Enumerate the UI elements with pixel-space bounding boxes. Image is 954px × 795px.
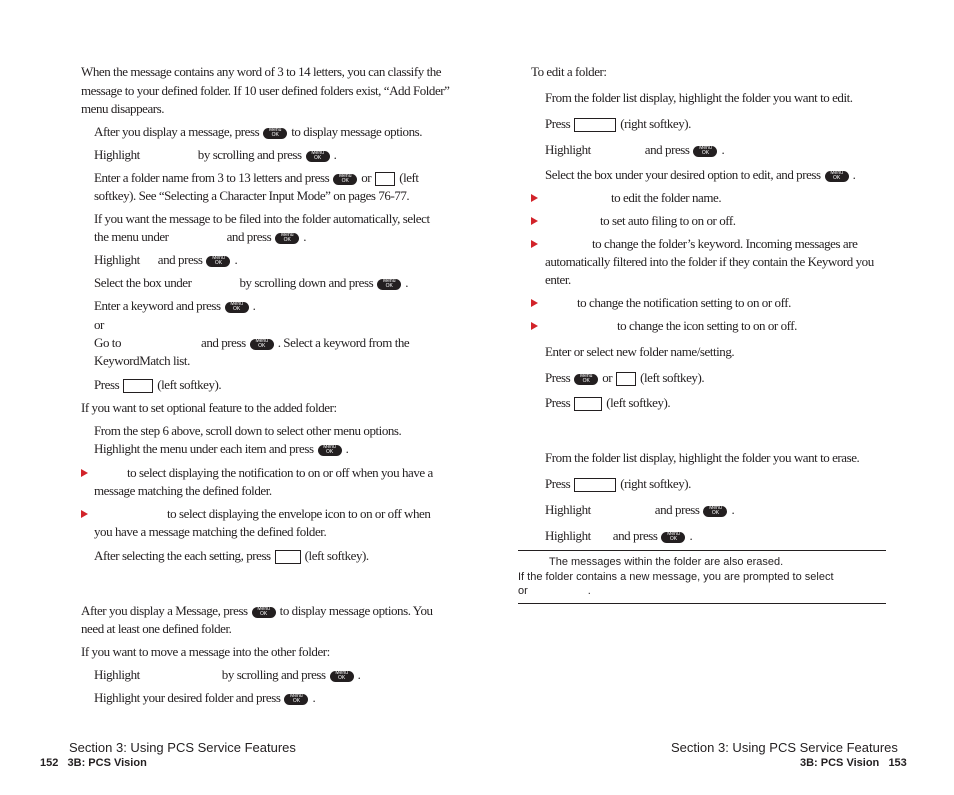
menu-ok-key-icon: Menu OK (206, 256, 230, 267)
note-line-2: If the folder contains a new message, you are prompted to select (518, 571, 834, 583)
menu-ok-key-icon: Menu OK (318, 445, 342, 456)
menu-ok-key-icon: Menu OK (377, 279, 401, 290)
keywordmatch-list: KeywordMatch list. (94, 353, 190, 368)
bullet-icon-line2: you have a message matching the defined folder. (94, 524, 327, 539)
softkey-box (574, 397, 602, 411)
bullet-triangle-icon (81, 510, 88, 518)
to-edit-heading: To edit a folder: (531, 64, 607, 79)
step-highlight-desired-folder: Highlight your desired folder and press Menu OK . (94, 690, 316, 705)
or-line: or (94, 317, 104, 332)
highlight-menu-each: Highlight the menu under each item and press Menu OK . (94, 441, 349, 456)
intro-line-2: message to your defined folder. If 10 user defined folders exist, “Add Folder” (81, 83, 450, 98)
step-display-message: After you display a message, press Menu OK to display message options. (94, 124, 423, 139)
move-intro-line1: After you display a Message, press Menu OK to display message options. You (81, 603, 433, 618)
menu-ok-key-icon: Menu OK (252, 607, 276, 618)
menu-ok-key-icon: Menu OK (250, 339, 274, 350)
softkey-box (616, 372, 636, 386)
softkey-box (574, 118, 616, 132)
step-highlight-on: Highlight and press Menu OK . (94, 252, 238, 267)
step-select-box-under: Select the box under by scrolling down and press Menu OK . (94, 275, 409, 290)
bullet-triangle-icon (531, 194, 538, 202)
menu-ok-key-icon: Menu OK (284, 694, 308, 705)
step-auto-file-line2: the menu under and press Menu OK . (94, 229, 307, 244)
softkey-box (275, 550, 301, 564)
footer-page-right: 3B: PCS Vision 153 (800, 757, 907, 769)
bullet-notification-line1: to select displaying the notification to on or off when you have a (127, 465, 433, 480)
menu-ok-key-icon: Menu OK (825, 171, 849, 182)
menu-ok-key-icon: Menu OK (661, 532, 685, 543)
menu-ok-key-icon: Menu OK (574, 374, 598, 385)
menu-ok-key-icon: Menu OK (225, 302, 249, 313)
step-highlight-add-folder: Highlight by scrolling and press Menu OK . (94, 147, 337, 162)
softkey-box (574, 478, 616, 492)
press-right-softkey: Press (right softkey). (545, 116, 691, 131)
bullet-notification-line2: message matching the defined folder. (94, 483, 272, 498)
press-right-softkey-erase: Press (right softkey). (545, 476, 691, 491)
footer-section-right: Section 3: Using PCS Service Features (671, 740, 898, 755)
optional-feature-heading: If you want to set optional feature to the added folder: (81, 400, 337, 415)
menu-ok-key-icon: Menu OK (333, 174, 357, 185)
bullet-triangle-icon (531, 299, 538, 307)
move-want: If you want to move a message into the other folder: (81, 644, 330, 659)
bullet-keyword-line3: enter. (545, 272, 571, 287)
step-enter-folder-name-line2: softkey). See “Selecting a Character Input Mode” on pages 76-77. (94, 188, 410, 203)
bullet-triangle-icon (531, 217, 538, 225)
from-step6: From the step 6 above, scroll down to select other menu options. (94, 423, 402, 438)
menu-ok-key-icon: Menu OK (693, 146, 717, 157)
bullet-folder-name: to edit the folder name. (611, 190, 722, 205)
bullet-keyword-line1: to change the folder’s keyword. Incoming messages are (592, 236, 858, 251)
footer-page-left: 152 3B: PCS Vision (40, 757, 147, 769)
press-left-softkey-right: Press (left softkey). (545, 395, 671, 410)
from-list-erase: From the folder list display, highlight the folder you want to erase. (545, 450, 860, 465)
move-intro-line2: need at least one defined folder. (81, 621, 232, 636)
intro-line-1: When the message contains any word of 3 to 14 letters, you can classify the (81, 64, 442, 79)
bullet-icon-line1: to select displaying the envelope icon to on or off when (167, 506, 431, 521)
softkey-box (375, 172, 395, 186)
bullet-notification: to change the notification setting to on or off. (577, 295, 791, 310)
menu-ok-key-icon: Menu OK (263, 128, 287, 139)
from-list-edit: From the folder list display, highlight the folder you want to edit. (545, 90, 853, 105)
step-auto-file-line1: If you want the message to be filed into the folder automatically, select (94, 211, 430, 226)
softkey-box (123, 379, 153, 393)
bullet-triangle-icon (531, 322, 538, 330)
menu-ok-key-icon: Menu OK (703, 506, 727, 517)
step-enter-folder-name: Enter a folder name from 3 to 13 letters and press Menu OK or (left (94, 170, 419, 185)
bullet-icon-setting: to change the icon setting to on or off. (617, 318, 797, 333)
step-enter-keyword: Enter a keyword and press Menu OK . (94, 298, 256, 313)
note-top-rule (518, 550, 886, 551)
bullet-auto-filing: to set auto filing to on or off. (600, 213, 736, 228)
step-highlight-move: Highlight by scrolling and press Menu OK . (94, 667, 361, 682)
footer-section-left: Section 3: Using PCS Service Features (69, 740, 296, 755)
intro-line-3: menu disappears. (81, 101, 165, 116)
note-line-1: The messages within the folder are also erased. (549, 556, 784, 568)
bullet-keyword-line2: automatically filtered into the folder if they contain the Keyword you (545, 254, 874, 269)
after-selecting-setting: After selecting the each setting, press (left softkey). (94, 548, 369, 563)
step-press-left-softkey: Press (left softkey). (94, 377, 222, 392)
menu-ok-key-icon: Menu OK (330, 671, 354, 682)
menu-ok-key-icon: Menu OK (306, 151, 330, 162)
highlight-erase: Highlight and press Menu OK . (545, 502, 735, 517)
select-box-desired: Select the box under your desired option to edit, and press Menu OK . (545, 167, 856, 182)
note-bottom-rule (518, 603, 886, 604)
press-save-edit: Press Menu OK or (left softkey). (545, 370, 705, 385)
menu-ok-key-icon: Menu OK (275, 233, 299, 244)
bullet-triangle-icon (531, 240, 538, 248)
note-line-3: or . (518, 585, 591, 597)
highlight-yes: Highlight and press Menu OK . (545, 528, 693, 543)
highlight-edit: Highlight and press Menu OK . (545, 142, 725, 157)
enter-select-new: Enter or select new folder name/setting. (545, 344, 735, 359)
bullet-triangle-icon (81, 469, 88, 477)
step-go-to-keyword: Go to and press Menu OK . Select a keyword from the (94, 335, 410, 350)
